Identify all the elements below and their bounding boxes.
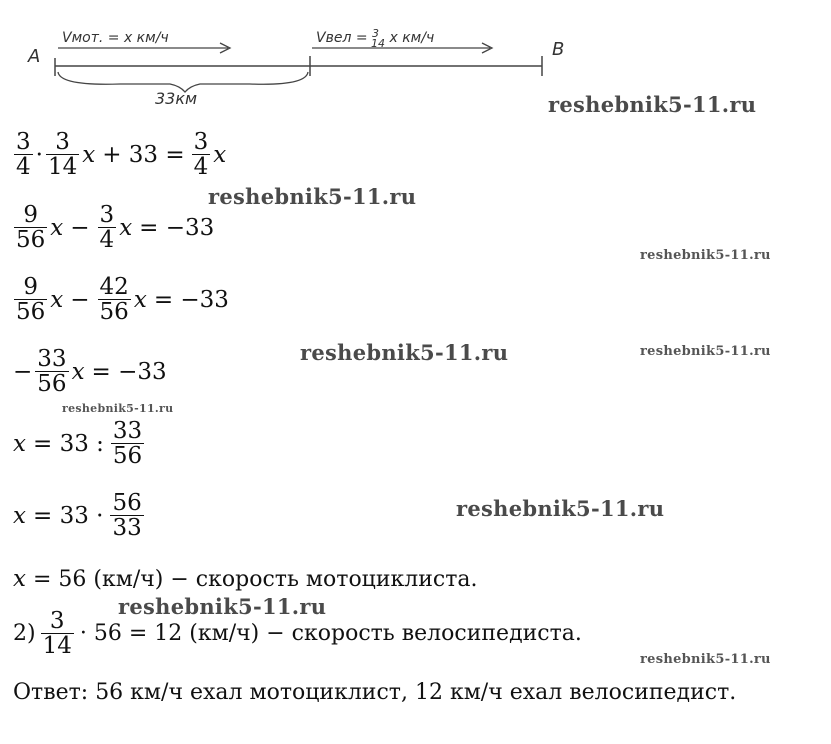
equation-5: x = 33 : $\frac{33}{56}$ bbox=[13, 418, 143, 470]
watermark: reshebnik5-11.ru bbox=[640, 652, 771, 667]
point-a-label: A bbox=[28, 46, 41, 67]
distance-label: 33км bbox=[155, 89, 198, 108]
watermark: reshebnik5-11.ru bbox=[118, 594, 327, 619]
equation-3: $\frac{9}{56}$ x − $\frac{42}{56}$ x = −33 bbox=[16, 274, 229, 326]
equation-2: $\frac{9}{56}$ x − $\frac{3}{4}$ x = −33 bbox=[16, 202, 215, 254]
watermark: reshebnik5-11.ru bbox=[208, 184, 417, 209]
moto-speed-label: Vмот. = x км/ч bbox=[62, 30, 169, 46]
answer-line: Ответ: 56 км/ч ехал мотоциклист, 12 км/ч ехал велосипедист. bbox=[13, 680, 737, 705]
watermark: reshebnik5-11.ru bbox=[456, 496, 665, 521]
equation-8: 2) $\frac{3}{14}$ · 56 = 12 (км/ч) − скорость велосипедиста. bbox=[13, 608, 582, 660]
equation-1: $\frac{3}{4}$ · $\frac{3}{14}$ x + 33 = $\frac{3}{4}$ x bbox=[16, 129, 227, 181]
watermark: reshebnik5-11.ru bbox=[62, 402, 174, 415]
equation-7: x = 56 (км/ч) − скорость мотоциклиста. bbox=[13, 566, 478, 592]
equation-6: x = 33 · $\frac{56}{33}$ bbox=[13, 490, 142, 542]
bike-speed-label: Vвел = $^3$ 14 x км/ч bbox=[316, 27, 435, 50]
point-b-label: B bbox=[552, 39, 565, 60]
watermark: reshebnik5-11.ru bbox=[640, 248, 771, 263]
watermark: reshebnik5-11.ru bbox=[640, 344, 771, 359]
equation-4: − $\frac{33}{56}$ x = −33 bbox=[13, 346, 167, 398]
watermark: reshebnik5-11.ru bbox=[548, 92, 757, 117]
watermark: reshebnik5-11.ru bbox=[300, 340, 509, 365]
